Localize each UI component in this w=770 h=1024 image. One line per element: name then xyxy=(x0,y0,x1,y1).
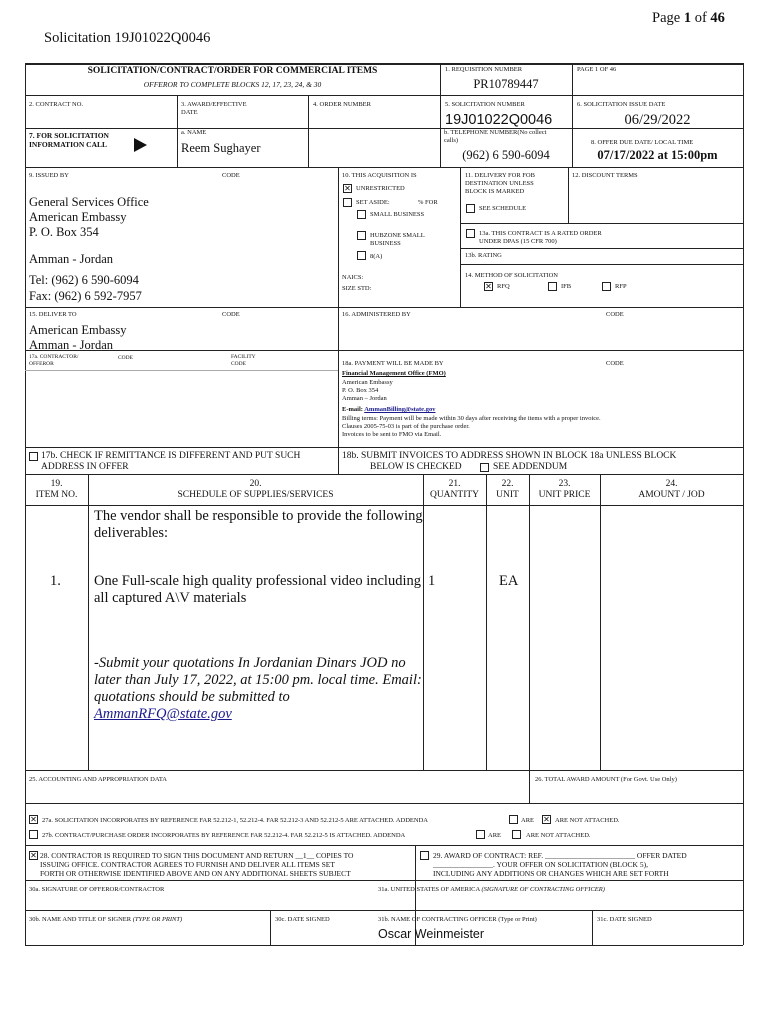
item-no: 1. xyxy=(50,573,61,589)
rfq-checkbox[interactable]: ✕ xyxy=(485,282,492,291)
b5-label: 5. SOLICITATION NUMBER xyxy=(445,101,525,108)
b16-label: 16. ADMINISTERED BY xyxy=(342,311,411,318)
intro-text: The vendor shall be responsible to provide the following deliverables: xyxy=(94,508,423,541)
b18a-code-label: CODE xyxy=(606,360,624,367)
solicitation-heading: Solicitation 19J01022Q0046 xyxy=(44,30,211,46)
b7b-label: b. TELEPHONE NUMBER(No collect calls) xyxy=(444,129,547,144)
b13a-label: 13a. THIS CONTRACT IS A RATED ORDER UNDER DPAS (15 CFR 700) xyxy=(479,230,602,245)
hubzone-checkbox[interactable] xyxy=(357,231,366,240)
b13b-label: 13b. RATING xyxy=(465,252,502,259)
ifb-label: IFB xyxy=(561,283,572,290)
b7a-label: a. NAME xyxy=(181,129,207,136)
see-schedule-checkbox[interactable] xyxy=(466,204,475,213)
rated-order-checkbox[interactable] xyxy=(466,229,475,238)
col-schedule: 20. SCHEDULE OF SUPPLIES/SERVICES xyxy=(177,479,334,500)
see-addendum-label: SEE ADDENDUM xyxy=(493,462,568,472)
rfq-label: RFQ xyxy=(497,283,510,290)
b27b-are-checkbox[interactable] xyxy=(476,830,485,839)
eight-a-checkbox[interactable] xyxy=(357,251,366,260)
naics-label: NAICS: xyxy=(342,274,364,281)
b17b-label: 17b. CHECK IF REMITTANCE IS DIFFERENT AND PUT SUCH ADDRESS IN OFFER xyxy=(41,451,301,472)
item-quantity: 1 xyxy=(428,573,436,589)
b2-label: 2. CONTRACT NO. xyxy=(29,101,84,108)
b7b-value: (962) 6 590-6094 xyxy=(462,148,550,162)
b27a-checkbox[interactable]: ✕ xyxy=(30,815,37,824)
col-quantity: 21. QUANTITY xyxy=(429,479,480,500)
col-unit-price: 23. UNIT PRICE xyxy=(538,479,591,500)
b17a-label: 17a. CONTRACTOR/ OFFEROR xyxy=(29,354,79,367)
b9-label: 9. ISSUED BY xyxy=(29,172,69,179)
billing-email: E-mail: AmmanBilling@state.gov xyxy=(342,406,436,413)
small-business-label: SMALL BUSINESS xyxy=(370,211,425,218)
b30b-label: 30b. NAME AND TITLE OF SIGNER (TYPE OR PRINT) xyxy=(29,916,183,923)
set-aside-label: SET ASIDE: xyxy=(356,199,390,206)
b15-address: American Embassy Amman - Jordan xyxy=(29,323,127,352)
b14-label: 14. METHOD OF SOLICITATION xyxy=(465,272,559,279)
size-std-label: SIZE STD: xyxy=(342,285,372,292)
b27b-checkbox[interactable] xyxy=(29,830,38,839)
b31c-label: 31c. DATE SIGNED xyxy=(597,916,652,923)
b15-label: 15. DELIVER TO xyxy=(29,311,77,318)
billing-terms: Billing terms: Payment will be made within 30 days after receiving the items with a proper invoice. Clauses 2005-75-03 is part of the purchase order. Invoices to be sent to FMO via Email. xyxy=(342,415,601,438)
arrow-right-icon xyxy=(134,138,147,152)
b28-text: 28. CONTRACTOR IS REQUIRED TO SIGN THIS DOCUMENT AND RETURN __1__ COPIES TO ISSUING OFFICE. CONTRACTOR AGREES TO FURNISH AND DELIVER ALL ITEMS SET FORTH OR OTHERWISE IDENTIFIED ABOVE AND ON ANY ADDITIONAL SHEETS SUBJECT xyxy=(40,851,354,878)
rfp-checkbox[interactable] xyxy=(602,282,611,291)
b31b-value: Oscar Weinmeister xyxy=(378,927,485,941)
unrestricted-label: UNRESTRICTED xyxy=(356,185,405,192)
b10-label: 10. THIS ACQUISITION IS xyxy=(342,172,417,179)
item-description: One Full-scale high quality professional video including all captured A\V materials xyxy=(94,573,421,606)
col-amount: 24. AMOUNT / JOD xyxy=(638,479,705,500)
b3-label: 3. AWARD/EFFECTIVE DATE xyxy=(181,101,247,116)
b12-label: 12. DISCOUNT TERMS xyxy=(572,172,638,179)
b18a-address: American Embassy P. O. Box 354 Amman – Jordan xyxy=(342,379,393,402)
b6-value: 06/29/2022 xyxy=(624,112,691,128)
b9-address: General Services Office American Embassy P. O. Box 354 xyxy=(29,195,149,239)
b29-text: 29. AWARD OF CONTRACT: REF. ________________________ OFFER DATED ________________. YOUR OFFER ON SOLICITATION (BLOCK 5), INCLUDING ANY ADDITIONS OR CHANGES WHICH ARE SET FORTH xyxy=(433,851,687,878)
b27b-are-not-label: ARE NOT ATTACHED. xyxy=(526,832,591,839)
form-subtitle: OFFEROR TO COMPLETE BLOCKS 12, 17, 23, 24, & 30 xyxy=(143,80,322,89)
b7a-value: Reem Sughayer xyxy=(181,141,261,155)
unrestricted-checkbox[interactable]: ✕ xyxy=(344,184,351,193)
b27a-are-checkbox[interactable] xyxy=(509,815,518,824)
b27b-text: 27b. CONTRACT/PURCHASE ORDER INCORPORATES BY REFERENCE FAR 52.212-4. FAR 52.212-5 IS ATTACHED. ADDENDA xyxy=(42,832,406,839)
b6-label: 6. SOLICITATION ISSUE DATE xyxy=(577,101,666,108)
b25-label: 25. ACCOUNTING AND APPROPRIATION DATA xyxy=(29,776,167,783)
see-schedule-label: SEE SCHEDULE xyxy=(479,205,527,212)
b1-value: PR10789447 xyxy=(473,77,539,91)
b7-label: 7. FOR SOLICITATION INFORMATION CALL xyxy=(29,131,109,149)
b17a-code-label: CODE xyxy=(118,355,133,361)
b8-label: 8. OFFER DUE DATE/ LOCAL TIME xyxy=(591,139,694,146)
b28-checkbox[interactable]: ✕ xyxy=(30,851,37,860)
set-aside-checkbox[interactable] xyxy=(343,198,352,207)
facility-code-label: FACILITY CODE xyxy=(231,354,256,367)
b27a-are-not-label: ARE NOT ATTACHED. xyxy=(555,817,620,824)
submission-note: -Submit your quotations In Jordanian Dinars JOD no later than July 17, 2022, at 15:00 pm. local time. Email: quotations should be submitted to AmmanRFQ@state.gov xyxy=(94,655,422,722)
b5-value: 19J01022Q0046 xyxy=(445,112,553,128)
b9-fax: Fax: (962) 6 592-7957 xyxy=(29,289,142,303)
form-title: SOLICITATION/CONTRACT/ORDER FOR COMMERCIAL ITEMS xyxy=(87,66,378,76)
b4-label: 4. ORDER NUMBER xyxy=(313,101,371,108)
hubzone-label: HUBZONE SMALL BUSINESS xyxy=(370,232,425,247)
rfp-label: RFP xyxy=(615,283,627,290)
col-unit: 22. UNIT xyxy=(496,479,519,500)
b29-checkbox[interactable] xyxy=(420,851,429,860)
b9-code-label: CODE xyxy=(222,172,240,179)
b27b-are-label: ARE xyxy=(488,832,501,839)
b16-code-label: CODE xyxy=(606,311,624,318)
b31a-label: 31a. UNITED STATES OF AMERICA (SIGNATURE OF CONTRACTING OFFICER) xyxy=(378,886,605,893)
page-number: Page 1 of 46 xyxy=(652,10,725,26)
billing-email-link[interactable]: AmmanBilling@state.gov xyxy=(364,406,436,413)
b1-label: 1. REQUISITION NUMBER xyxy=(445,66,523,73)
b27a-are-not-checkbox[interactable]: ✕ xyxy=(543,815,550,824)
b11-label: 11. DELIVERY FOR FOB DESTINATION UNLESS BLOCK IS MARKED xyxy=(465,172,535,195)
b27a-text: 27a. SOLICITATION INCORPORATES BY REFERENCE FAR 52.212-1, 52.212-4. FAR 52.212-3 AND 52.212-5 ARE ATTACHED. ADDENDA xyxy=(42,817,428,824)
b27b-are-not-checkbox[interactable] xyxy=(512,830,521,839)
b8-value: 07/17/2022 at 15:00pm xyxy=(597,148,718,162)
item-unit: EA xyxy=(499,573,519,589)
b18b-line2: BELOW IS CHECKED xyxy=(370,462,462,472)
b27a-are-label: ARE xyxy=(521,817,534,824)
b15-code-label: CODE xyxy=(222,311,240,318)
page-of: PAGE 1 OF 46 xyxy=(577,66,617,73)
b18b-label: 18b. SUBMIT INVOICES TO ADDRESS SHOWN IN BLOCK 18a UNLESS BLOCK xyxy=(342,451,677,461)
fmo-name: Financial Management Office (FMO) xyxy=(342,370,446,377)
b26-label: 26. TOTAL AWARD AMOUNT (For Govt. Use Only) xyxy=(535,776,677,783)
b9-city: Amman - Jordan xyxy=(29,252,114,266)
rfq-email-link[interactable]: AmmanRFQ@state.gov xyxy=(94,706,232,722)
b18a-label: 18a. PAYMENT WILL BE MADE BY xyxy=(342,360,444,367)
b30c-label: 30c. DATE SIGNED xyxy=(275,916,330,923)
ifb-checkbox[interactable] xyxy=(548,282,557,291)
see-addendum-checkbox[interactable] xyxy=(480,463,489,472)
col-item-no: 19. ITEM NO. xyxy=(35,479,78,500)
pct-for-label: % FOR xyxy=(418,199,438,206)
eight-a-label: 8(A) xyxy=(370,253,383,260)
b30a-label: 30a. SIGNATURE OF OFFEROR/CONTRACTOR xyxy=(29,886,165,893)
remittance-checkbox[interactable] xyxy=(29,452,38,461)
b9-tel: Tel: (962) 6 590-6094 xyxy=(29,273,139,287)
small-business-checkbox[interactable] xyxy=(357,210,366,219)
b31b-label: 31b. NAME OF CONTRACTING OFFICER (Type or Print) xyxy=(378,916,537,923)
